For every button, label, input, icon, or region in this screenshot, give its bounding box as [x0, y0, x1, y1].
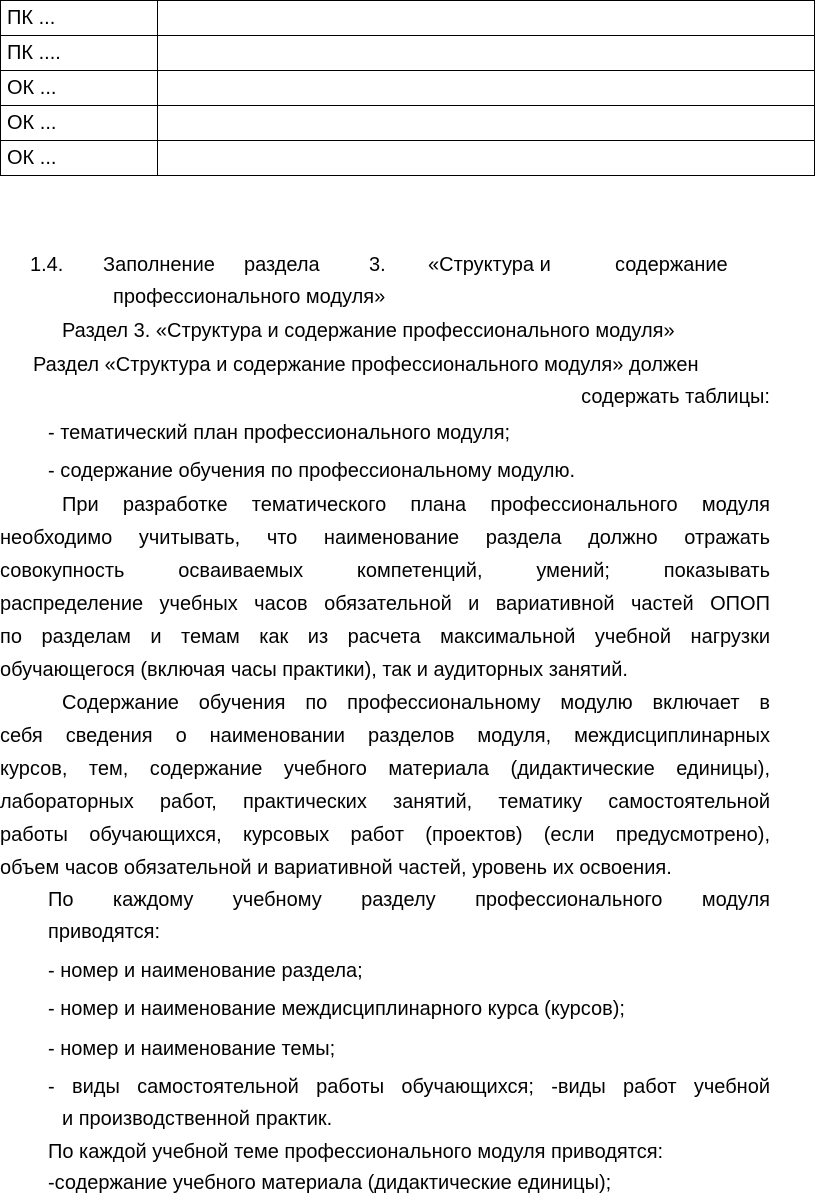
paragraph-line: обучающегося (включая часы практики), так и аудиторных занятий. — [0, 659, 628, 681]
paragraph-line: По каждому учебному разделу профессионального модуля — [48, 889, 770, 911]
heading-line2: профессионального модуля» — [113, 286, 386, 308]
list-item: - тематический план профессионального модуля; — [48, 422, 511, 444]
intro-text: Раздел «Структура и содержание профессионального модуля» должен — [33, 354, 699, 376]
heading-word: 3. — [369, 254, 386, 276]
paragraph-line: приводятся: — [48, 921, 161, 943]
list-item: - номер и наименование междисциплинарного курса (курсов); — [48, 998, 625, 1020]
table-row — [1, 1, 815, 36]
list-item: - виды самостоятельной работы обучающихся; -виды работ учебной — [48, 1076, 770, 1098]
table-row — [1, 71, 815, 106]
paragraph-line: совокупность освaиваемых компетенций, умений; показывать — [0, 560, 770, 582]
paragraph-line: курсов, тем, содержание учебного материала (дидактические единицы), — [0, 758, 770, 780]
table-cell: ОК ... — [1, 141, 158, 176]
table-cell-empty — [158, 141, 815, 176]
table-cell: ПК ... — [1, 1, 158, 36]
section-title: Раздел 3. «Структура и содержание профессионального модуля» — [62, 320, 675, 342]
paragraph-line: необходимо учитывать, что наименование раздела должно отражать — [0, 527, 770, 549]
list-item-continuation: и производственной практик. — [62, 1108, 333, 1130]
heading-number: 1.4. — [30, 254, 64, 276]
table-cell-empty — [158, 36, 815, 71]
list-item: -содержание учебного материала (дидактические единицы); — [48, 1172, 612, 1194]
table-cell: ОК ... — [1, 71, 158, 106]
table-row — [1, 36, 815, 71]
paragraph-line: распределение учебных часов обязательной и вариативной частей ОПОП — [0, 593, 770, 615]
paragraph-line: При разработке тематического плана профессионального модуля — [62, 494, 770, 516]
heading-word: содержание — [615, 254, 728, 276]
table-cell-empty — [158, 106, 815, 141]
paragraph-line: работы обучающихся, курсовых работ (проектов) (если предусмотрено), — [0, 824, 770, 846]
paragraph-line: лабораторных работ, практических занятий, тематику самостоятельной — [0, 791, 770, 813]
list-item: - содержание обучения по профессиональному модулю. — [48, 460, 576, 482]
paragraph-line: по разделам и темам как из расчета максимальной учебной нагрузки — [0, 626, 770, 648]
table-row — [1, 141, 815, 176]
intro-text: содержать таблицы: — [581, 386, 770, 408]
table-row — [1, 106, 815, 141]
list-item: - номер и наименование темы; — [48, 1038, 336, 1060]
heading-word: раздела — [244, 254, 320, 276]
competencies-table — [0, 0, 815, 176]
paragraph-line: Содержание обучения по профессиональному модулю включает в — [62, 692, 770, 714]
heading-word: Заполнение — [103, 254, 215, 276]
paragraph-line: себя сведения о наименовании разделов модуля, междисциплинарных — [0, 725, 770, 747]
table-cell-empty — [158, 71, 815, 106]
heading-word: «Структура и — [428, 254, 551, 276]
table-cell: ПК .... — [1, 36, 158, 71]
table-cell: ОК ... — [1, 106, 158, 141]
list-item: - номер и наименование раздела; — [48, 960, 363, 982]
table-cell-empty — [158, 1, 815, 36]
paragraph-line: По каждой учебной теме профессионального модуля приводятся: — [48, 1141, 664, 1163]
paragraph-line: объем часов обязательной и вариативной частей, уровень их освоения. — [0, 857, 672, 879]
